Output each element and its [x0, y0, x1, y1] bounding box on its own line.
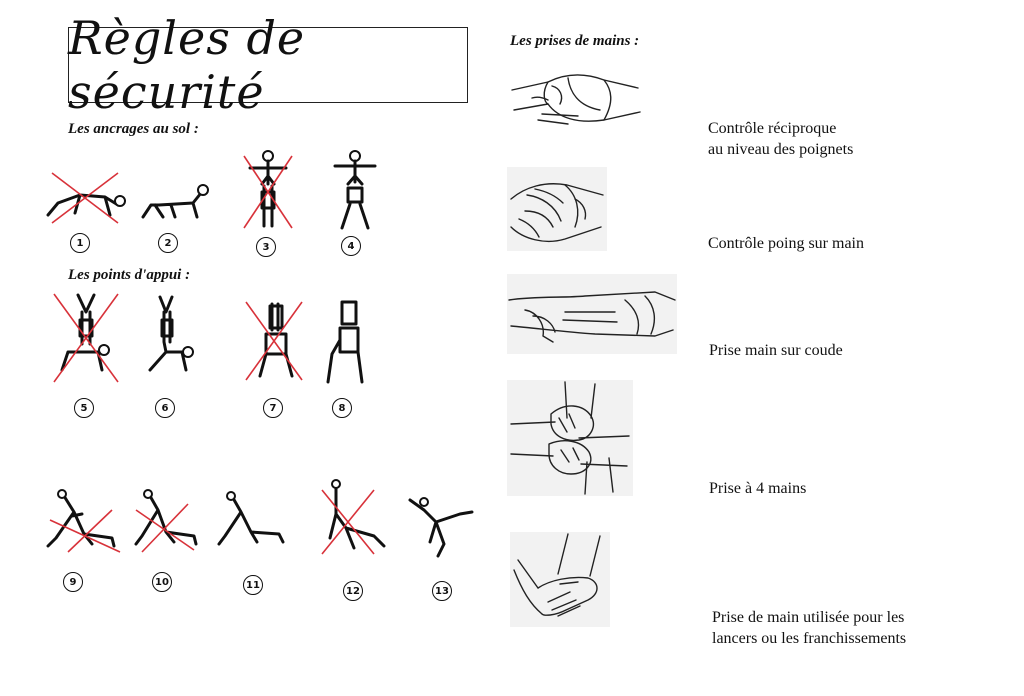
fist-grip-illustration	[505, 165, 610, 255]
grip-label-line: Contrôle réciproque	[708, 120, 837, 137]
figure-10-incorrect	[132, 490, 210, 555]
section-ancrages-label: Les ancrages au sol :	[68, 121, 199, 137]
figure-1-incorrect	[40, 165, 130, 225]
four-hand-grip-illustration	[505, 378, 635, 498]
figure-number: 3	[256, 237, 276, 257]
grip-label-line: Prise de main utilisée pour les	[712, 609, 905, 626]
throw-grip-illustration	[508, 530, 613, 630]
figure-number: 2	[158, 233, 178, 253]
figure-6-correct	[140, 292, 200, 384]
figure-number: 7	[263, 398, 283, 418]
figure-8-correct	[322, 298, 367, 386]
figure-9-incorrect	[42, 490, 122, 555]
figure-12-incorrect	[318, 478, 398, 558]
figure-2-correct	[135, 175, 215, 225]
figure-11-correct	[215, 492, 293, 552]
figure-number: 12	[343, 581, 363, 601]
figure-number: 10	[152, 572, 172, 592]
figure-number: 1	[70, 233, 90, 253]
section-prises-label: Les prises de mains :	[510, 33, 640, 49]
grip-label-wrists	[708, 118, 853, 160]
grip-label-fist: Contrôle poing sur main	[708, 235, 864, 252]
grip-label-elbow: Prise main sur coude	[709, 342, 843, 359]
figure-7-incorrect	[242, 300, 304, 382]
grip-label-throw	[712, 607, 960, 649]
figure-13-correct	[402, 492, 480, 562]
wrist-grip-illustration	[508, 62, 658, 137]
section-appuis-label: Les points d'appui :	[68, 267, 191, 283]
elbow-grip-illustration	[505, 272, 680, 357]
figure-number: 4	[341, 236, 361, 256]
grip-label-line: au niveau des poignets	[708, 141, 854, 158]
figure-number: 8	[332, 398, 352, 418]
figure-number: 5	[74, 398, 94, 418]
figure-number: 9	[63, 572, 83, 592]
figure-number: 13	[432, 581, 452, 601]
figure-number: 6	[155, 398, 175, 418]
figure-4-correct	[330, 148, 380, 233]
figure-number: 11	[243, 575, 263, 595]
grip-label-line: lancers ou les franchissements	[712, 630, 907, 647]
figure-5-incorrect	[48, 290, 123, 385]
grip-label-four-hands: Prise à 4 mains	[709, 480, 807, 497]
page-title: Règles de sécurité	[68, 11, 306, 119]
figure-3-incorrect	[240, 148, 295, 233]
